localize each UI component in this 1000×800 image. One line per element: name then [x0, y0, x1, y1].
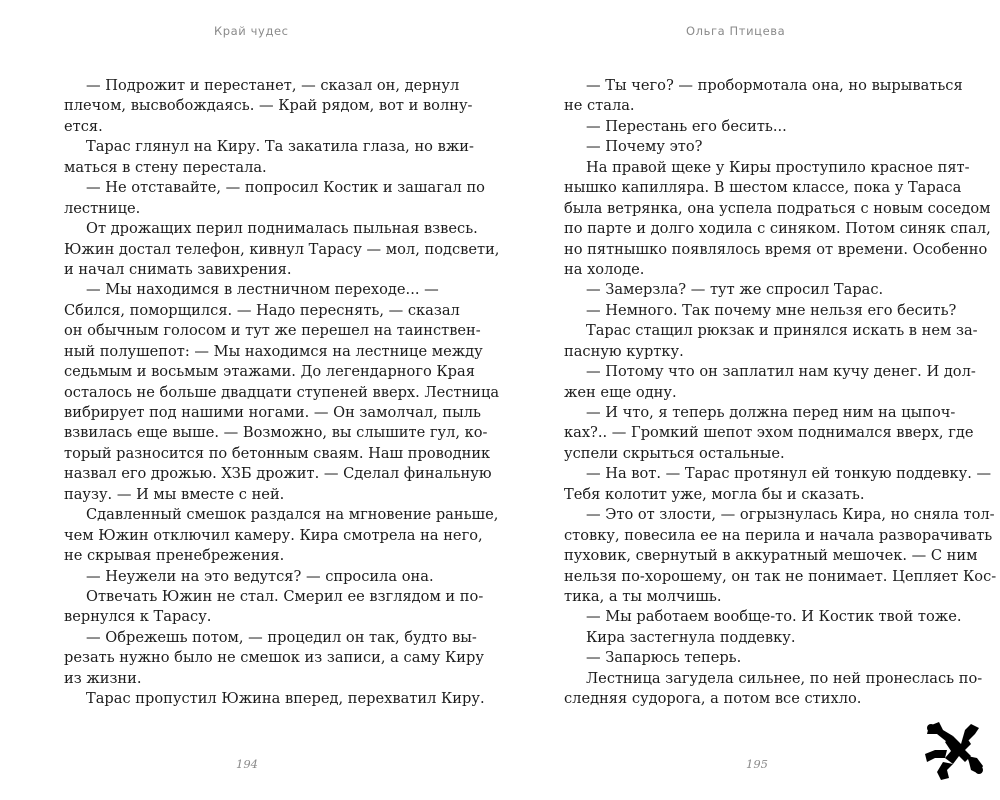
text-line: нышко капилляра. В шестом классе, пока у Тараса — [564, 179, 962, 197]
text-line: — Почему это? — [586, 138, 703, 156]
right-page-text — [564, 76, 997, 710]
text-line: — На вот. — Тарас протянул ей тонкую поддевку. — — [586, 465, 992, 483]
text-line: вернулся к Тарасу. — [64, 608, 212, 626]
text-line: — Замерзла? — тут же спросил Тарас. — [586, 281, 884, 299]
text-line: плечом, высвобождаясь. — Край рядом, вот и волну- — [64, 97, 473, 115]
text-line: Сдавленный смешок раздался на мгновение раньше, — [86, 506, 499, 524]
text-line: ный полушепот: — Мы находимся на лестнице между — [64, 342, 483, 360]
text-line: нельзя по-хорошему, он так не понимает. Цепляет Кос- — [564, 567, 997, 585]
text-line: — Неужели на это ведутся? — спросила она. — [86, 567, 434, 585]
text-line: стовку, повесила ее на перила и начала разворачивать — [564, 526, 993, 544]
text-line: — Подрожит и перестанет, — сказал он, дернул — [86, 77, 460, 94]
text-line: — Не отставайте, — попросил Костик и зашагал по — [86, 179, 485, 197]
text-line: — Перестань его бесить... — [586, 117, 787, 135]
text-line: назвал его дрожью. ХЗБ дрожит. — Сделал финальную — [64, 465, 492, 483]
page-number-left: 194 — [236, 757, 258, 771]
text-line: он обычным голосом и тут же перешел на таинствен- — [64, 322, 481, 340]
text-line: Южин достал телефон, кивнул Тарасу — мол, подсвети, — [64, 240, 500, 258]
text-line: на холоде. — [564, 260, 645, 278]
text-line: взвилась еще выше. — Возможно, вы слышите гул, ко- — [64, 424, 488, 442]
text-line: ется. — [64, 117, 103, 135]
splat-logo-icon — [923, 718, 987, 782]
text-line: осталось не больше двадцати ступеней вверх. Лестница — [64, 383, 500, 401]
text-line: — Обрежешь потом, — процедил он так, будто вы- — [86, 628, 477, 646]
text-line: Тарас пропустил Южина вперед, перехватил Киру. — [86, 690, 485, 708]
right-page — [500, 0, 1000, 800]
text-line: седьмым и восьмым этажами. До легендарного Края — [64, 363, 475, 381]
text-line: — Это от злости, — огрызнулась Кира, но сняла тол- — [586, 506, 995, 524]
text-line: — Ты чего? — пробормотала она, но вырываться — [586, 77, 963, 94]
text-line: и начал снимать завихрения. — [64, 260, 292, 278]
text-line: паузу. — И мы вместе с ней. — [64, 485, 285, 503]
text-line: чем Южин отключил камеру. Кира смотрела на него, — [64, 526, 483, 544]
text-line: Кира застегнула поддевку. — [586, 628, 796, 646]
text-line: но пятнышко появлялось время от времени. Особенно — [564, 240, 988, 258]
left-page-text — [64, 76, 500, 710]
text-line: — Немного. Так почему мне нельзя его бесить? — [586, 301, 957, 319]
text-line: — И что, я теперь должна перед ним на цыпоч- — [586, 404, 956, 421]
page-number-right: 195 — [746, 757, 768, 771]
text-line: вибрирует под нашими ногами. — Он замолчал, пыль — [64, 404, 481, 421]
text-line: тика, а ты молчишь. — [564, 587, 722, 605]
text-line: торый разносится по бетонным сваям. Наш проводник — [64, 444, 491, 462]
text-line: была ветрянка, она успела подраться с новым соседом — [564, 199, 991, 217]
text-line: маться в стену перестала. — [64, 158, 267, 176]
text-line: Тарас глянул на Киру. Та закатила глаза, но вжи- — [86, 138, 474, 156]
text-line: не стала. — [564, 97, 635, 115]
text-line: — Потому что он заплатил нам кучу денег. И дол- — [586, 363, 976, 381]
text-line: не скрывая пренебрежения. — [64, 547, 285, 565]
text-line: следняя судорога, а потом все стихло. — [564, 690, 862, 708]
text-line: жен еще одну. — [564, 383, 677, 401]
text-line: из жизни. — [64, 669, 142, 687]
text-line: пасную куртку. — [564, 342, 684, 360]
text-line: пуховик, свернутый в аккуратный мешочек. — С ним — [564, 547, 978, 565]
text-line: На правой щеке у Киры проступило красное пят- — [586, 158, 970, 176]
text-line: Сбился, поморщился. — Надо переснять, — сказал — [64, 301, 460, 319]
text-line: — Мы находимся в лестничном переходе... — — [86, 281, 439, 299]
text-line: От дрожащих перил поднималась пыльная взвесь. — [86, 220, 478, 238]
text-line: по парте и долго ходила с синяком. Потом синяк спал, — [564, 220, 991, 238]
text-line: резать нужно было не смешок из записи, а саму Киру — [64, 649, 484, 667]
text-line: лестнице. — [64, 199, 141, 217]
text-line: Тебя колотит уже, могла бы и сказать. — [564, 485, 865, 503]
text-line: Отвечать Южин не стал. Смерил ее взглядом и по- — [86, 587, 484, 605]
text-line: успели скрыться остальные. — [564, 444, 785, 462]
running-head-book-title: Край чудес — [214, 24, 289, 38]
text-line: ках?.. — Громкий шепот эхом поднимался вверх, где — [564, 424, 974, 442]
text-line: Тарас стащил рюкзак и принялся искать в нем за- — [586, 322, 978, 340]
text-line: — Мы работаем вообще-то. И Костик твой тоже. — [586, 608, 962, 626]
text-line: Лестница загудела сильнее, по ней пронеслась по- — [586, 669, 983, 687]
text-line: — Запарюсь теперь. — [586, 649, 742, 667]
running-head-author: Ольга Птицева — [686, 24, 786, 38]
